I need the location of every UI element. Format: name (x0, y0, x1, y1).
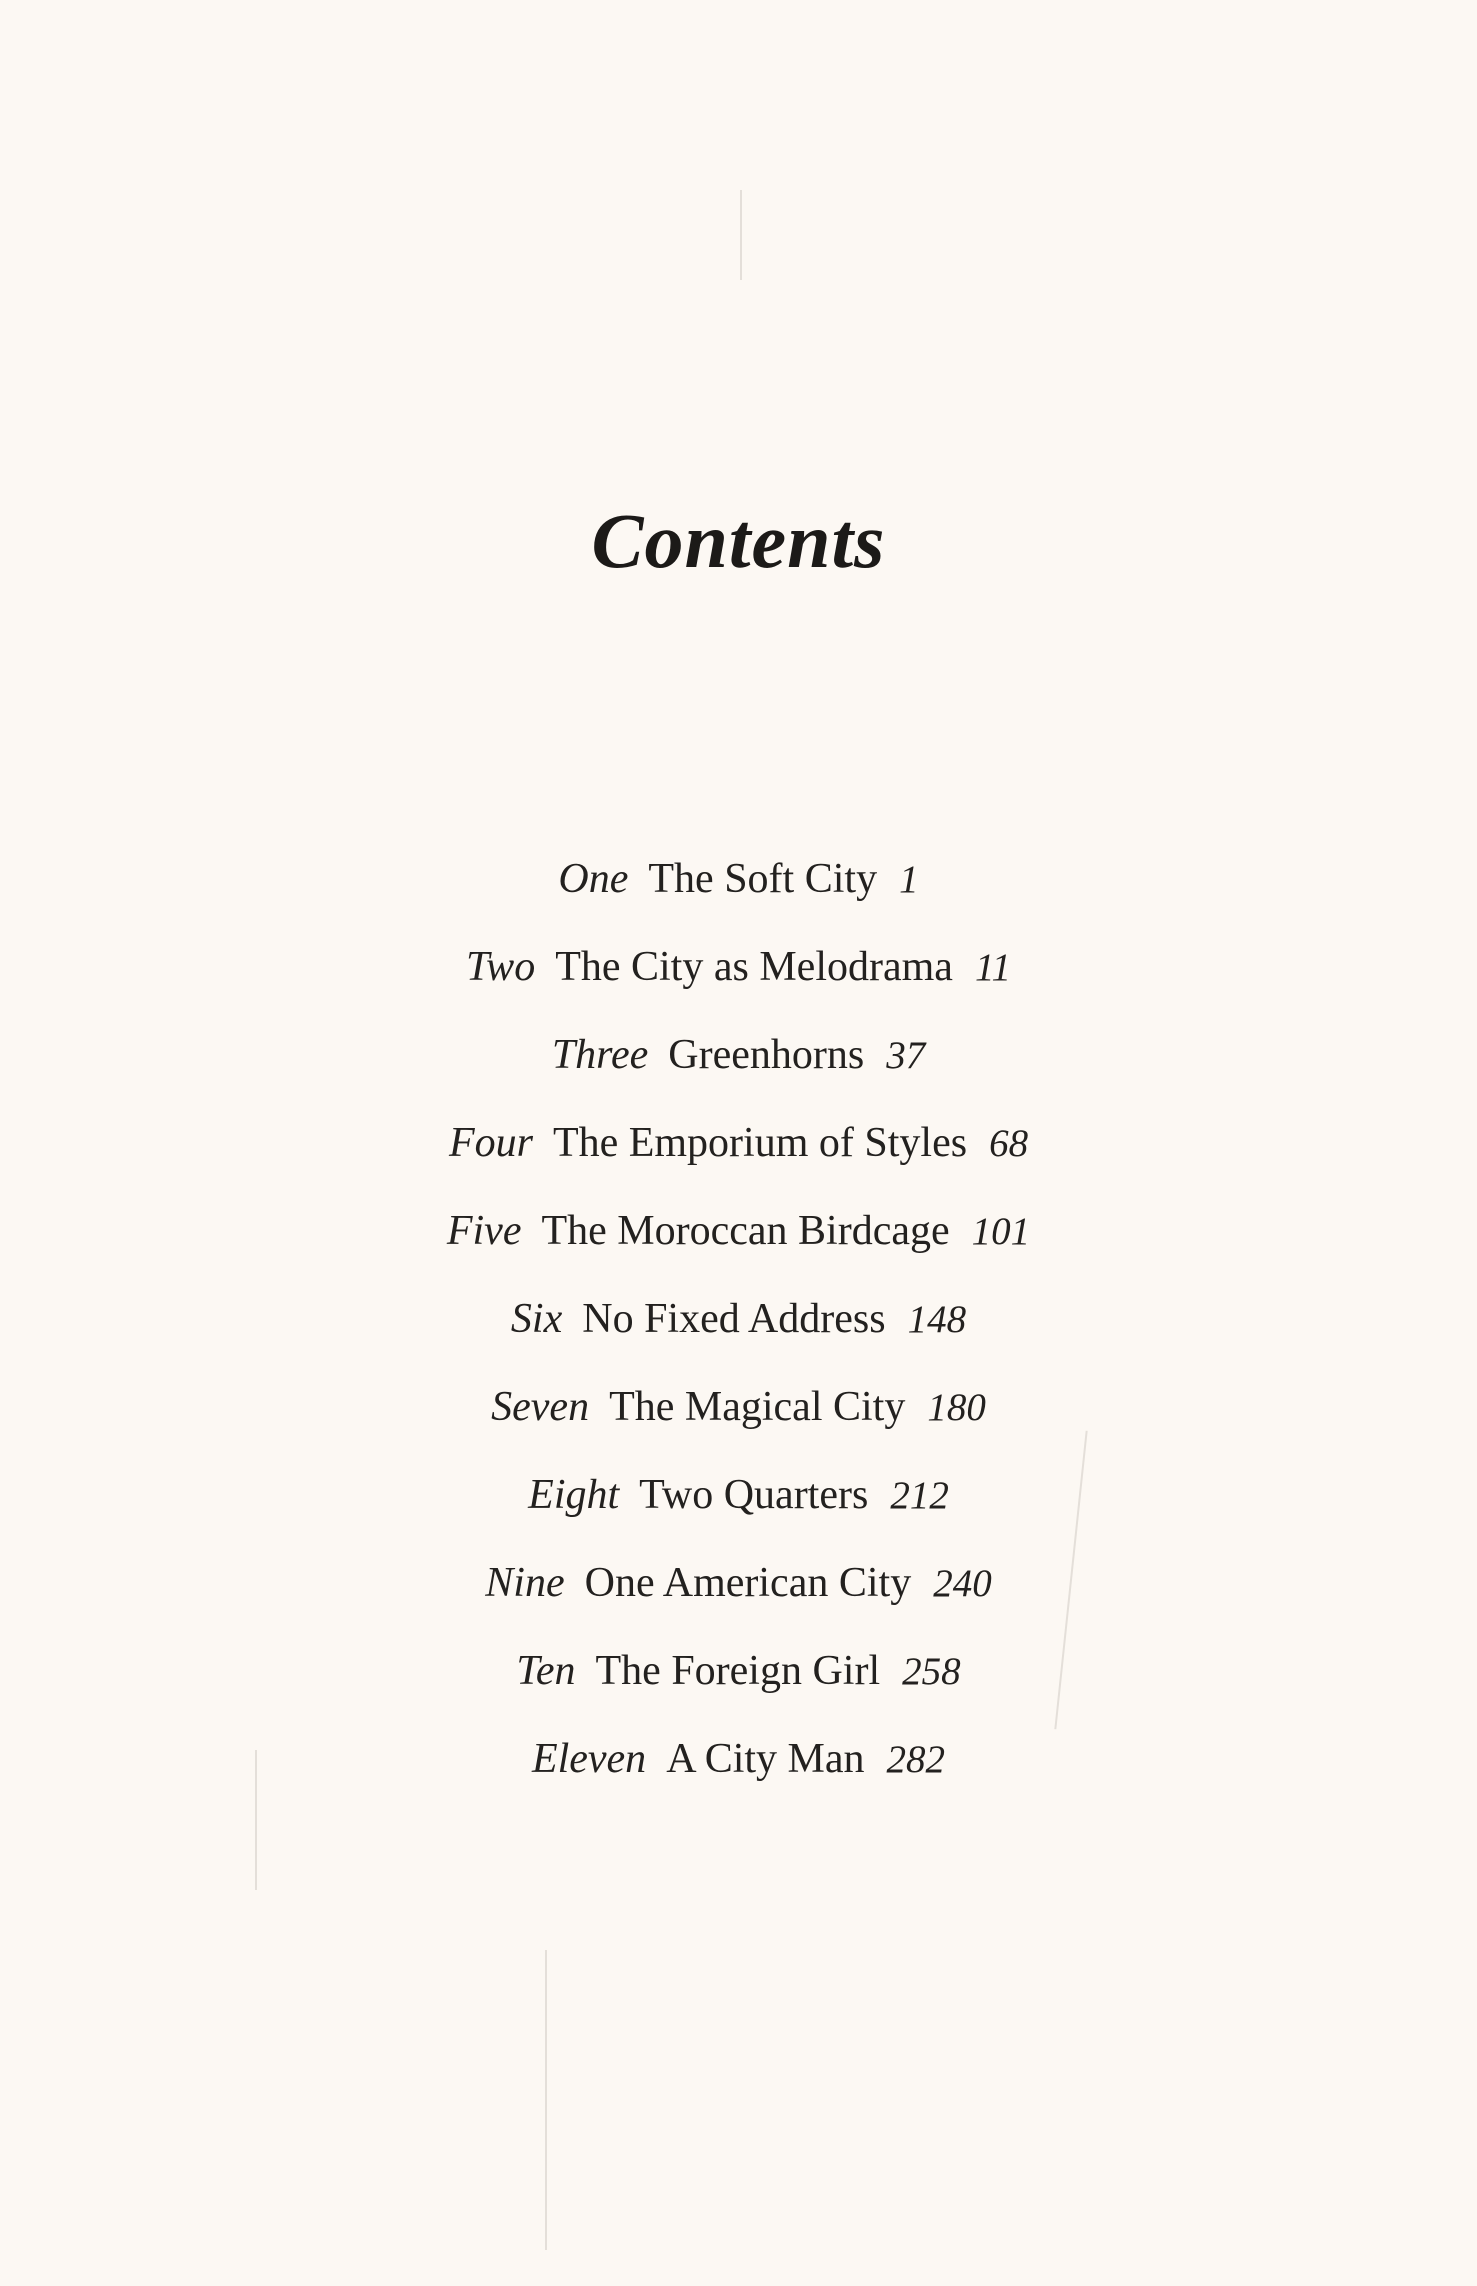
page-number: 282 (886, 1737, 946, 1781)
chapter-number: Seven (491, 1384, 590, 1430)
chapter-number: Five (446, 1208, 522, 1254)
page-number: 1 (899, 857, 919, 901)
scan-artifact (545, 1950, 547, 2250)
chapter-title: Greenhorns (668, 1032, 865, 1078)
chapter-number: Three (551, 1032, 649, 1078)
chapter-title: Two Quarters (639, 1472, 869, 1518)
scan-artifact (740, 190, 742, 280)
chapter-title: One American City (584, 1560, 912, 1606)
chapter-number: Two (465, 944, 536, 990)
chapter-title: The Magical City (609, 1384, 906, 1430)
toc-entry (0, 1539, 1477, 1627)
toc-entry (0, 1011, 1477, 1099)
toc-entry (0, 1363, 1477, 1451)
page-number: 68 (989, 1121, 1029, 1165)
toc-entry (0, 1715, 1477, 1803)
chapter-title: The Emporium of Styles (552, 1120, 968, 1166)
chapter-number: Ten (516, 1648, 576, 1694)
table-of-contents (0, 835, 1477, 1803)
page-number: 180 (927, 1385, 986, 1429)
chapter-number: Six (510, 1296, 563, 1342)
page-number: 212 (890, 1473, 949, 1517)
chapter-number: Eleven (531, 1736, 647, 1782)
chapter-number: Nine (485, 1560, 565, 1606)
toc-entry (0, 1275, 1477, 1363)
chapter-number: Eight (528, 1472, 620, 1518)
chapter-number: One (558, 856, 629, 902)
toc-entry (0, 923, 1477, 1011)
chapter-number: Four (448, 1120, 533, 1166)
chapter-title: The Moroccan Birdcage (541, 1208, 950, 1254)
chapter-title: The City as Melodrama (555, 944, 953, 990)
page-number: 101 (971, 1209, 1031, 1253)
page-number: 240 (933, 1561, 992, 1605)
toc-entry (0, 835, 1477, 923)
chapter-title: The Foreign Girl (595, 1648, 881, 1694)
chapter-title: A City Man (666, 1736, 865, 1782)
toc-entry (0, 1187, 1477, 1275)
page-number: 37 (886, 1033, 926, 1077)
chapter-title: The Soft City (648, 856, 878, 902)
page-title: Contents (591, 497, 886, 585)
toc-entry (0, 1627, 1477, 1715)
toc-entry (0, 1099, 1477, 1187)
page-number: 258 (902, 1649, 961, 1693)
chapter-title: No Fixed Address (582, 1296, 886, 1342)
page-number: 148 (907, 1297, 967, 1341)
toc-entry (0, 1451, 1477, 1539)
page-number: 11 (974, 945, 1012, 989)
